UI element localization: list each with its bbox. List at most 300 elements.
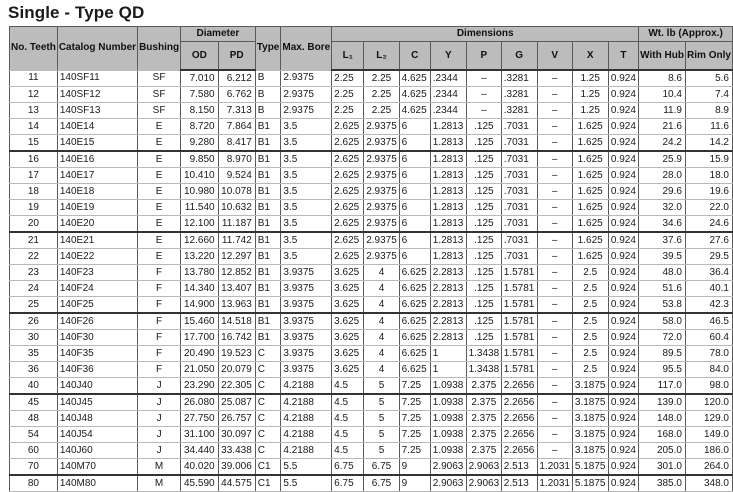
cell-bushing: F xyxy=(138,297,181,314)
cell-od: 17.700 xyxy=(181,330,219,346)
header-y: Y xyxy=(430,42,466,71)
cell-od: 9.280 xyxy=(181,135,219,152)
cell-bushing: SF xyxy=(138,70,181,87)
cell-y: 1.2813 xyxy=(430,249,466,265)
cell-catalog: 140J54 xyxy=(57,427,137,443)
cell-wt-rim: 27.6 xyxy=(685,232,732,249)
cell-pd: 7.864 xyxy=(218,119,255,135)
cell-bushing: SF xyxy=(138,103,181,119)
cell-c: 7.25 xyxy=(399,378,430,395)
cell-g: 1.5781 xyxy=(501,362,537,378)
cell-y: 1.0938 xyxy=(430,411,466,427)
cell-c: 7.25 xyxy=(399,443,430,459)
table-row xyxy=(10,87,733,103)
cell-l2: 2.9375 xyxy=(364,135,399,152)
cell-type: B1 xyxy=(255,313,281,330)
cell-l2: 2.9375 xyxy=(364,168,399,184)
cell-c: 6 xyxy=(399,200,430,216)
cell-od: 21.050 xyxy=(181,362,219,378)
cell-wt-hub: 39.5 xyxy=(639,249,686,265)
cell-y: 1.2813 xyxy=(430,184,466,200)
cell-p: 2.375 xyxy=(466,427,501,443)
cell-t: 0.924 xyxy=(608,281,639,297)
cell-wt-hub: 148.0 xyxy=(639,411,686,427)
cell-teeth: 19 xyxy=(10,200,58,216)
cell-bushing: E xyxy=(138,184,181,200)
cell-catalog: 140E19 xyxy=(57,200,137,216)
cell-l1: 3.625 xyxy=(332,281,364,297)
cell-t: 0.924 xyxy=(608,394,639,411)
cell-l2: 5 xyxy=(364,378,399,395)
cell-od: 9.850 xyxy=(181,151,219,168)
cell-wt-rim: 46.5 xyxy=(685,313,732,330)
cell-wt-hub: 95.5 xyxy=(639,362,686,378)
cell-c: 6.625 xyxy=(399,330,430,346)
cell-wt-rim: 84.0 xyxy=(685,362,732,378)
cell-p: .125 xyxy=(466,265,501,281)
cell-g: .7031 xyxy=(501,216,537,233)
cell-max-bore: 3.9375 xyxy=(281,281,332,297)
cell-max-bore: 3.5 xyxy=(281,216,332,233)
cell-bushing: E xyxy=(138,249,181,265)
cell-max-bore: 3.5 xyxy=(281,119,332,135)
cell-l1: 2.625 xyxy=(332,184,364,200)
cell-pd: 7.313 xyxy=(218,103,255,119)
cell-v: – xyxy=(537,362,572,378)
cell-wt-rim: 11.6 xyxy=(685,119,732,135)
cell-l2: 4 xyxy=(364,297,399,314)
cell-y: 2.2813 xyxy=(430,330,466,346)
cell-p: 2.375 xyxy=(466,443,501,459)
cell-v: – xyxy=(537,103,572,119)
cell-c: 6.625 xyxy=(399,265,430,281)
cell-wt-hub: 72.0 xyxy=(639,330,686,346)
cell-l1: 2.25 xyxy=(332,87,364,103)
cell-max-bore: 4.2188 xyxy=(281,427,332,443)
cell-od: 34.440 xyxy=(181,443,219,459)
cell-v: – xyxy=(537,394,572,411)
cell-t: 0.924 xyxy=(608,378,639,395)
cell-wt-rim: 14.2 xyxy=(685,135,732,152)
cell-max-bore: 4.2188 xyxy=(281,443,332,459)
cell-l2: 4 xyxy=(364,346,399,362)
cell-pd: 11.187 xyxy=(218,216,255,233)
cell-g: .3281 xyxy=(501,70,537,87)
cell-y: 1.2813 xyxy=(430,232,466,249)
cell-pd: 6.762 xyxy=(218,87,255,103)
cell-p: – xyxy=(466,87,501,103)
cell-g: .7031 xyxy=(501,249,537,265)
cell-t: 0.924 xyxy=(608,265,639,281)
cell-teeth: 80 xyxy=(10,475,58,492)
cell-bushing: F xyxy=(138,330,181,346)
cell-l2: 5 xyxy=(364,427,399,443)
cell-type: B1 xyxy=(255,216,281,233)
cell-type: B1 xyxy=(255,249,281,265)
cell-max-bore: 3.5 xyxy=(281,232,332,249)
cell-od: 13.780 xyxy=(181,265,219,281)
cell-x: 2.5 xyxy=(572,265,608,281)
table-row xyxy=(10,330,733,346)
table-row xyxy=(10,281,733,297)
cell-wt-hub: 8.6 xyxy=(639,70,686,87)
cell-v: – xyxy=(537,313,572,330)
cell-t: 0.924 xyxy=(608,135,639,152)
cell-max-bore: 3.5 xyxy=(281,151,332,168)
cell-p: 2.375 xyxy=(466,378,501,395)
cell-type: C xyxy=(255,443,281,459)
cell-wt-rim: 149.0 xyxy=(685,427,732,443)
cell-wt-rim: 5.6 xyxy=(685,70,732,87)
cell-y: 1.0938 xyxy=(430,394,466,411)
cell-l2: 2.9375 xyxy=(364,249,399,265)
cell-l2: 5 xyxy=(364,394,399,411)
cell-teeth: 45 xyxy=(10,394,58,411)
table-row xyxy=(10,394,733,411)
cell-l1: 2.625 xyxy=(332,168,364,184)
cell-g: .7031 xyxy=(501,168,537,184)
cell-bushing: M xyxy=(138,459,181,476)
cell-c: 6 xyxy=(399,151,430,168)
cell-c: 6.625 xyxy=(399,346,430,362)
cell-max-bore: 3.5 xyxy=(281,168,332,184)
cell-y: 2.2813 xyxy=(430,313,466,330)
cell-p: .125 xyxy=(466,151,501,168)
cell-v: 1.2031 xyxy=(537,475,572,492)
cell-g: 1.5781 xyxy=(501,330,537,346)
cell-v: – xyxy=(537,184,572,200)
cell-t: 0.924 xyxy=(608,216,639,233)
cell-g: .7031 xyxy=(501,232,537,249)
header-l1: L₁ xyxy=(332,42,364,71)
cell-pd: 9.524 xyxy=(218,168,255,184)
cell-wt-hub: 117.0 xyxy=(639,378,686,395)
cell-catalog: 140E20 xyxy=(57,216,137,233)
cell-v: – xyxy=(537,427,572,443)
cell-l1: 4.5 xyxy=(332,427,364,443)
cell-type: B1 xyxy=(255,151,281,168)
cell-x: 3.1875 xyxy=(572,411,608,427)
cell-type: C xyxy=(255,378,281,395)
table-row xyxy=(10,135,733,152)
cell-l1: 2.625 xyxy=(332,232,364,249)
cell-y: 1.2813 xyxy=(430,216,466,233)
header-catalog-number: Catalog Number xyxy=(57,27,137,71)
cell-g: 2.513 xyxy=(501,475,537,492)
cell-catalog: 140E21 xyxy=(57,232,137,249)
cell-teeth: 13 xyxy=(10,103,58,119)
cell-g: 2.2656 xyxy=(501,378,537,395)
cell-p: 1.3438 xyxy=(466,362,501,378)
table-row xyxy=(10,151,733,168)
cell-l1: 3.625 xyxy=(332,330,364,346)
cell-pd: 30.097 xyxy=(218,427,255,443)
cell-wt-rim: 60.4 xyxy=(685,330,732,346)
cell-teeth: 54 xyxy=(10,427,58,443)
table-row xyxy=(10,443,733,459)
cell-max-bore: 3.5 xyxy=(281,184,332,200)
cell-type: C xyxy=(255,394,281,411)
cell-t: 0.924 xyxy=(608,151,639,168)
header-rim-only: Rim Only xyxy=(685,42,732,71)
cell-wt-hub: 301.0 xyxy=(639,459,686,476)
cell-y: 1.2813 xyxy=(430,135,466,152)
cell-wt-hub: 28.0 xyxy=(639,168,686,184)
cell-t: 0.924 xyxy=(608,443,639,459)
cell-c: 7.25 xyxy=(399,427,430,443)
cell-pd: 11.742 xyxy=(218,232,255,249)
cell-l1: 4.5 xyxy=(332,378,364,395)
cell-max-bore: 4.2188 xyxy=(281,411,332,427)
cell-p: 2.9063 xyxy=(466,459,501,476)
cell-bushing: M xyxy=(138,475,181,492)
cell-y: 1.0938 xyxy=(430,378,466,395)
cell-od: 7.580 xyxy=(181,87,219,103)
cell-l1: 2.625 xyxy=(332,135,364,152)
cell-p: .125 xyxy=(466,168,501,184)
cell-y: 2.9063 xyxy=(430,475,466,492)
table-row xyxy=(10,378,733,395)
cell-x: 1.25 xyxy=(572,87,608,103)
cell-c: 9 xyxy=(399,459,430,476)
sprocket-spec-table xyxy=(9,26,733,492)
cell-od: 31.100 xyxy=(181,427,219,443)
table-row xyxy=(10,475,733,492)
cell-teeth: 16 xyxy=(10,151,58,168)
cell-wt-rim: 22.0 xyxy=(685,200,732,216)
cell-v: – xyxy=(537,330,572,346)
cell-wt-hub: 34.6 xyxy=(639,216,686,233)
cell-l1: 3.625 xyxy=(332,346,364,362)
cell-t: 0.924 xyxy=(608,475,639,492)
cell-bushing: F xyxy=(138,281,181,297)
cell-g: 2.2656 xyxy=(501,411,537,427)
cell-l2: 4 xyxy=(364,265,399,281)
cell-p: .125 xyxy=(466,216,501,233)
cell-y: 2.2813 xyxy=(430,281,466,297)
cell-od: 8.720 xyxy=(181,119,219,135)
cell-x: 5.1875 xyxy=(572,475,608,492)
header-p: P xyxy=(466,42,501,71)
page-title: Single - Type QD xyxy=(8,3,145,22)
cell-type: B1 xyxy=(255,297,281,314)
table-row xyxy=(10,459,733,476)
cell-bushing: J xyxy=(138,427,181,443)
cell-type: B1 xyxy=(255,168,281,184)
cell-t: 0.924 xyxy=(608,184,639,200)
cell-p: – xyxy=(466,70,501,87)
cell-y: 1.0938 xyxy=(430,443,466,459)
cell-l2: 2.9375 xyxy=(364,232,399,249)
cell-wt-rim: 186.0 xyxy=(685,443,732,459)
table-row xyxy=(10,200,733,216)
cell-pd: 10.078 xyxy=(218,184,255,200)
cell-wt-rim: 15.9 xyxy=(685,151,732,168)
cell-g: .7031 xyxy=(501,200,537,216)
cell-p: 1.3438 xyxy=(466,346,501,362)
header-c: C xyxy=(399,42,430,71)
cell-type: C1 xyxy=(255,459,281,476)
cell-l2: 2.9375 xyxy=(364,151,399,168)
cell-p: .125 xyxy=(466,119,501,135)
cell-v: – xyxy=(537,151,572,168)
cell-y: 2.2813 xyxy=(430,297,466,314)
cell-t: 0.924 xyxy=(608,459,639,476)
cell-catalog: 140F30 xyxy=(57,330,137,346)
cell-bushing: E xyxy=(138,232,181,249)
cell-c: 7.25 xyxy=(399,411,430,427)
cell-bushing: E xyxy=(138,200,181,216)
cell-wt-rim: 18.0 xyxy=(685,168,732,184)
cell-catalog: 140E17 xyxy=(57,168,137,184)
cell-pd: 26.757 xyxy=(218,411,255,427)
table-row xyxy=(10,362,733,378)
cell-x: 1.625 xyxy=(572,232,608,249)
cell-y: 1.2813 xyxy=(430,200,466,216)
cell-type: B1 xyxy=(255,265,281,281)
cell-v: – xyxy=(537,200,572,216)
cell-y: 2.2813 xyxy=(430,265,466,281)
cell-l2: 2.25 xyxy=(364,103,399,119)
cell-teeth: 12 xyxy=(10,87,58,103)
cell-wt-rim: 98.0 xyxy=(685,378,732,395)
cell-g: 1.5781 xyxy=(501,281,537,297)
cell-type: C1 xyxy=(255,475,281,492)
cell-c: 6 xyxy=(399,184,430,200)
cell-bushing: J xyxy=(138,411,181,427)
cell-x: 1.625 xyxy=(572,216,608,233)
table-row xyxy=(10,249,733,265)
cell-max-bore: 5.5 xyxy=(281,459,332,476)
cell-pd: 22.305 xyxy=(218,378,255,395)
cell-l1: 6.75 xyxy=(332,459,364,476)
cell-wt-hub: 205.0 xyxy=(639,443,686,459)
cell-wt-hub: 385.0 xyxy=(639,475,686,492)
cell-pd: 8.417 xyxy=(218,135,255,152)
cell-v: – xyxy=(537,443,572,459)
cell-p: .125 xyxy=(466,232,501,249)
cell-pd: 8.970 xyxy=(218,151,255,168)
cell-p: 2.375 xyxy=(466,394,501,411)
table-body xyxy=(10,70,733,492)
cell-p: 2.375 xyxy=(466,411,501,427)
cell-wt-rim: 29.5 xyxy=(685,249,732,265)
cell-max-bore: 2.9375 xyxy=(281,103,332,119)
cell-p: .125 xyxy=(466,249,501,265)
cell-c: 6 xyxy=(399,232,430,249)
cell-x: 1.625 xyxy=(572,151,608,168)
cell-x: 2.5 xyxy=(572,362,608,378)
cell-wt-hub: 53.8 xyxy=(639,297,686,314)
cell-g: 2.2656 xyxy=(501,443,537,459)
cell-pd: 12.297 xyxy=(218,249,255,265)
cell-type: B1 xyxy=(255,281,281,297)
cell-teeth: 48 xyxy=(10,411,58,427)
cell-pd: 6.212 xyxy=(218,70,255,87)
cell-p: .125 xyxy=(466,135,501,152)
cell-t: 0.924 xyxy=(608,313,639,330)
cell-v: – xyxy=(537,232,572,249)
cell-teeth: 60 xyxy=(10,443,58,459)
cell-bushing: F xyxy=(138,362,181,378)
cell-c: 6.625 xyxy=(399,362,430,378)
cell-y: .2344 xyxy=(430,70,466,87)
table-row xyxy=(10,313,733,330)
cell-c: 6 xyxy=(399,119,430,135)
cell-c: 4.625 xyxy=(399,87,430,103)
cell-wt-hub: 11.9 xyxy=(639,103,686,119)
table-row xyxy=(10,265,733,281)
cell-pd: 14.518 xyxy=(218,313,255,330)
table-row xyxy=(10,216,733,233)
cell-wt-hub: 24.2 xyxy=(639,135,686,152)
cell-y: 1 xyxy=(430,346,466,362)
cell-l1: 2.625 xyxy=(332,151,364,168)
table-row xyxy=(10,168,733,184)
cell-l1: 4.5 xyxy=(332,443,364,459)
cell-wt-hub: 58.0 xyxy=(639,313,686,330)
cell-t: 0.924 xyxy=(608,346,639,362)
cell-c: 6 xyxy=(399,249,430,265)
cell-p: 2.9063 xyxy=(466,475,501,492)
cell-max-bore: 4.2188 xyxy=(281,394,332,411)
cell-l1: 2.625 xyxy=(332,119,364,135)
cell-c: 9 xyxy=(399,475,430,492)
header-v: V xyxy=(537,42,572,71)
cell-pd: 13.407 xyxy=(218,281,255,297)
cell-wt-hub: 168.0 xyxy=(639,427,686,443)
cell-catalog: 140M80 xyxy=(57,475,137,492)
cell-od: 14.900 xyxy=(181,297,219,314)
cell-bushing: E xyxy=(138,135,181,152)
cell-g: 2.513 xyxy=(501,459,537,476)
table-row xyxy=(10,184,733,200)
table-row xyxy=(10,346,733,362)
cell-y: 1.2813 xyxy=(430,168,466,184)
cell-l1: 2.625 xyxy=(332,216,364,233)
cell-y: 1.2813 xyxy=(430,151,466,168)
cell-teeth: 30 xyxy=(10,330,58,346)
cell-t: 0.924 xyxy=(608,362,639,378)
cell-teeth: 24 xyxy=(10,281,58,297)
cell-x: 1.625 xyxy=(572,249,608,265)
cell-l2: 4 xyxy=(364,362,399,378)
cell-p: .125 xyxy=(466,297,501,314)
cell-max-bore: 3.9375 xyxy=(281,346,332,362)
cell-g: 1.5781 xyxy=(501,265,537,281)
cell-c: 6 xyxy=(399,216,430,233)
cell-od: 23.290 xyxy=(181,378,219,395)
cell-teeth: 40 xyxy=(10,378,58,395)
cell-type: B1 xyxy=(255,200,281,216)
cell-x: 2.5 xyxy=(572,346,608,362)
cell-y: .2344 xyxy=(430,103,466,119)
cell-l2: 2.9375 xyxy=(364,119,399,135)
cell-t: 0.924 xyxy=(608,427,639,443)
cell-bushing: SF xyxy=(138,87,181,103)
cell-wt-hub: 139.0 xyxy=(639,394,686,411)
cell-bushing: E xyxy=(138,151,181,168)
cell-catalog: 140SF11 xyxy=(57,70,137,87)
cell-v: – xyxy=(537,265,572,281)
cell-pd: 19.523 xyxy=(218,346,255,362)
cell-c: 4.625 xyxy=(399,70,430,87)
cell-catalog: 140J40 xyxy=(57,378,137,395)
cell-p: .125 xyxy=(466,330,501,346)
cell-pd: 39.006 xyxy=(218,459,255,476)
table-row xyxy=(10,427,733,443)
cell-p: .125 xyxy=(466,200,501,216)
